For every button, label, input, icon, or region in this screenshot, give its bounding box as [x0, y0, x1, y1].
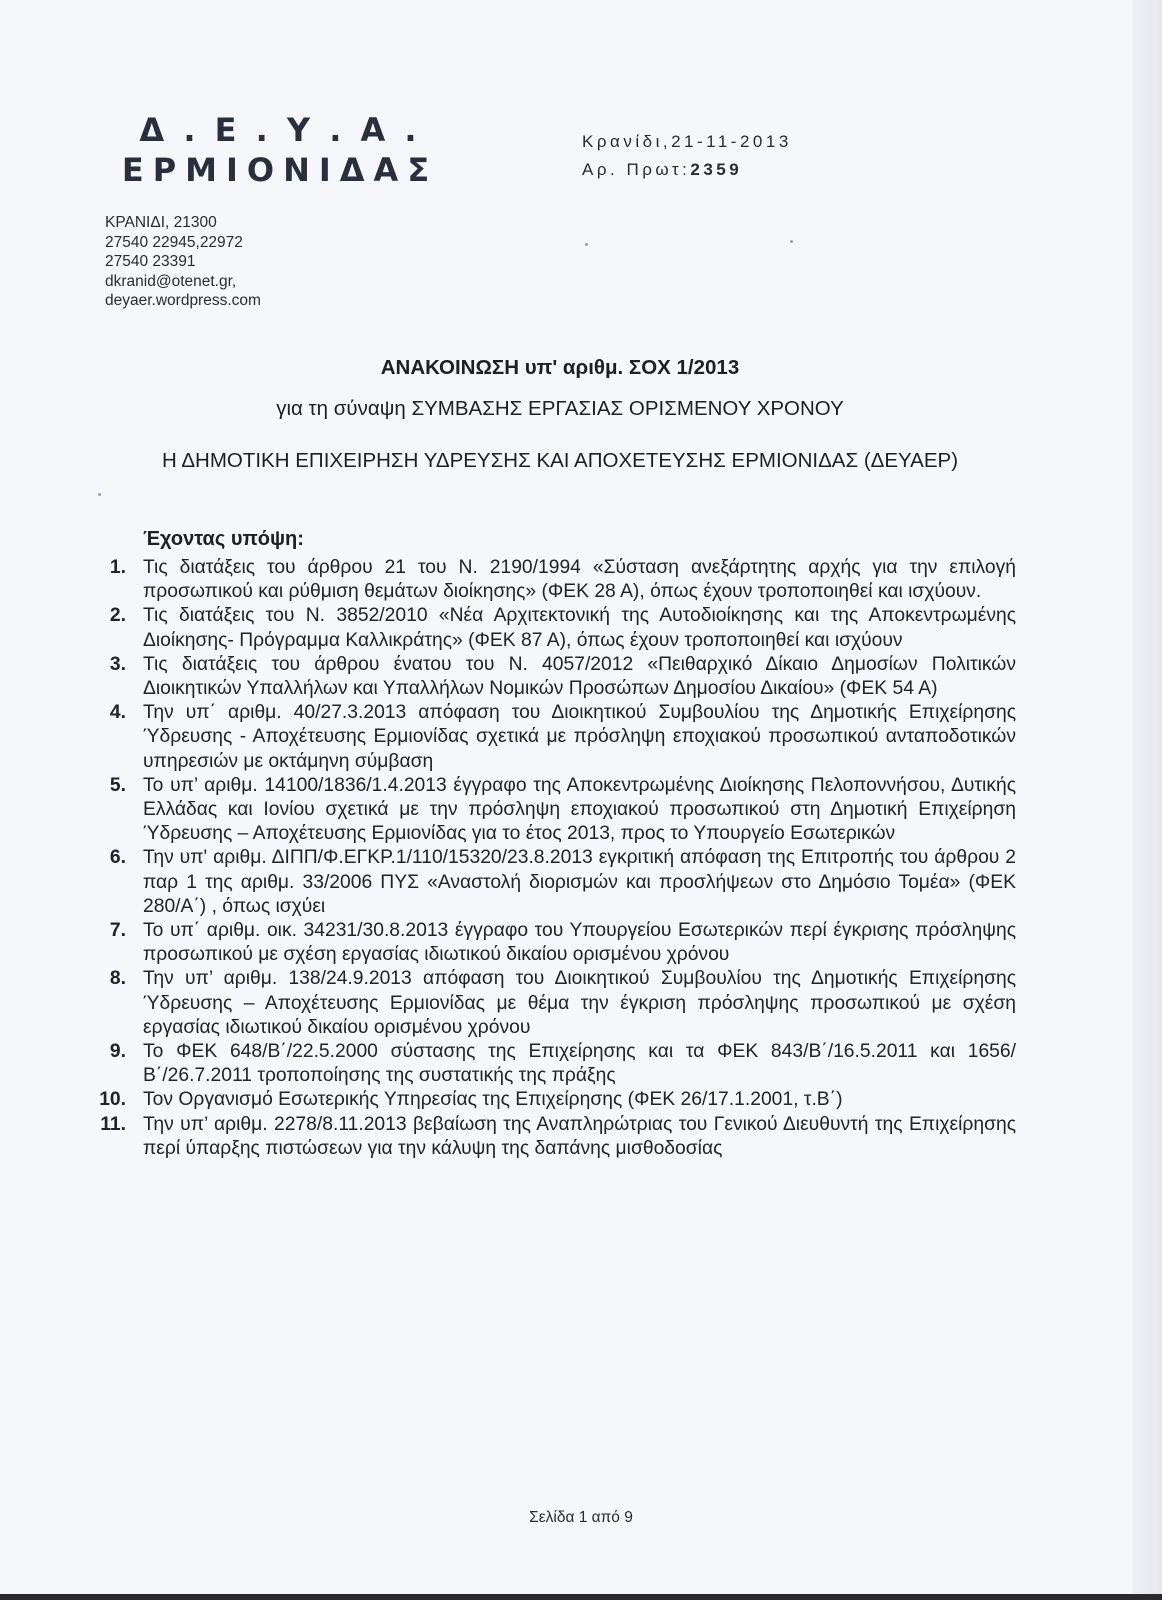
- contact-website: deyaer.wordpress.com: [105, 292, 261, 309]
- considering-heading: Έχοντας υπόψη:: [143, 528, 304, 550]
- consideration-number: 1.: [109, 557, 126, 578]
- scan-speck: [585, 243, 588, 246]
- issuing-entity: Η ΔΗΜΟΤΙΚΗ ΕΠΙΧΕΙΡΗΣΗ ΥΔΡΕΥΣΗΣ ΚΑΙ ΑΠΟΧΕΤΕΥΣΗΣ ΕΡΜΙΟΝΙΔΑΣ (ΔΕΥΑΕΡ): [161, 449, 959, 472]
- consideration-text: Το υπ΄ αριθμ. οικ. 34231/30.8.2013 έγγραφο του Υπουργείου Εσωτερικών περί έγκρισης πρόσληψης προσωπικού με σχέση εργασίας ιδιωτικού δικαίου ορισμένου χρόνου: [143, 920, 1016, 966]
- page-edge-shadow: [1132, 0, 1162, 1600]
- consideration-number: 5.: [109, 774, 126, 796]
- consideration-number: 9.: [109, 1041, 126, 1063]
- contact-email: dkranid@otenet.gr,: [105, 272, 237, 290]
- consideration-text: Την υπ’ αριθμ. 2278/8.11.2013 βεβαίωση της Αναπληρώτριας του Γενικού Διευθυντή της Επιχείρησης περί ύπαρξης πιστώσεων για την κάλυψη της δαπάνης μισθοδοσίας: [143, 1113, 1016, 1159]
- scan-speck: [790, 240, 793, 243]
- consideration-number: 4.: [109, 702, 126, 724]
- announcement-subject: [0, 397, 1120, 421]
- announcement-title: ΑΝΑΚΟΙΝΩΣΗ υπ' αριθμ. ΣΟΧ 1/2013: [380, 356, 740, 379]
- consideration-number: 3.: [109, 653, 126, 675]
- consideration-number: 7.: [109, 920, 126, 942]
- scan-bottom-edge: [0, 1594, 1162, 1600]
- contact-address: ΚΡΑΝΙΔΙ, 21300: [105, 214, 217, 231]
- contact-fax: 27540 23391: [105, 253, 196, 270]
- consideration-text: Τις διατάξεις του άρθρου 21 του Ν. 2190/1994 «Σύσταση ανεξάρτητης αρχής για την επιλογή προσωπικού και ρύθμιση θεμάτων διοίκησης» (ΦΕΚ 28 Α), όπως έχουν τροποποιηθεί και ισχύουν.: [143, 557, 1016, 603]
- consideration-text: Τις διατάξεις του Ν. 3852/2010 «Νέα Αρχιτεκτονική της Αυτοδιοίκησης και της Αποκεντρωμένης Διοίκησης- Πρόγραμμα Καλλικράτης» (ΦΕΚ 87 Α), όπως έχουν τροποποιηθεί και ισχύουν: [143, 605, 1016, 651]
- contact-block: [105, 213, 261, 311]
- protocol-line: [582, 156, 792, 184]
- document-date: Κρανίδι,21-11-2013: [582, 132, 792, 151]
- consideration-text: Το ΦΕΚ 648/Β΄/22.5.2000 σύστασης της Επιχείρησης και τα ΦΕΚ 843/Β΄/16.5.2011 και 1656/Β΄/26.7.2011 τροποποίησης της συστατικής της πράξης: [143, 1041, 1016, 1087]
- consideration-item: [96, 774, 1016, 847]
- consideration-number: 8.: [109, 968, 126, 990]
- protocol-label: Αρ. Πρωτ:: [582, 160, 691, 179]
- organization-name: [110, 110, 450, 190]
- consideration-text: Την υπ' αριθμ. ΔΙΠΠ/Φ.ΕΓΚΡ.1/110/15320/23.8.2013 εγκριτική απόφαση της Επιτροπής του άρθρου 2 παρ 1 της αριθμ. 33/2006 ΠΥΣ «Αναστολή διορισμών και προσλήψεων στο Δημόσιο Τομέα» (ΦΕΚ 280/Α΄) , όπως ισχύει: [143, 847, 1016, 917]
- page-number: Σελίδα 1 από 9: [529, 1509, 633, 1526]
- consideration-item: [96, 1088, 1016, 1112]
- consideration-text: Τις διατάξεις του άρθρου ένατου του Ν. 4057/2012 «Πειθαρχικό Δίκαιο Δημοσίων Πολιτικών Διοικητικών Υπαλλήλων και Υπαλλήλων Νομικών Προσώπων Δημοσίου Δικαίου» (ΦΕΚ 54 Α): [143, 653, 1016, 700]
- considerations-list: [96, 556, 1016, 1161]
- consideration-number: 10.: [99, 1089, 126, 1111]
- consideration-item: [96, 604, 1016, 652]
- consideration-number: 2.: [109, 605, 126, 627]
- consideration-text: Την υπ΄ αριθμ. 40/27.3.2013 απόφαση του Διοικητικού Συμβουλίου της Δημοτικής Επιχείρησης Ύδρευσης - Αποχέτευσης Ερμιονίδας σχετικά με πρόσληψη εποχιακού προσωπικού ανταποδοτικών υπηρεσιών με οκτάμηνη σύμβαση: [143, 702, 1016, 772]
- consideration-text: Την υπ’ αριθμ. 138/24.9.2013 απόφαση του Διοικητικού Συμβουλίου της Δημοτικής Επιχείρησης Ύδρευσης – Αποχέτευσης Ερμιονίδας με θέμα την έγκριση πρόσληψης προσωπικού με σχέση εργασίας ιδιωτικού δικαίου ορισμένου χρόνου: [143, 968, 1016, 1038]
- scan-speck: [98, 493, 101, 496]
- consideration-item: [96, 556, 1016, 604]
- consideration-item: [96, 701, 1016, 774]
- subject-prefix: για τη σύναψη: [276, 397, 412, 420]
- consideration-text: Το υπ’ αριθμ. 14100/1836/1.4.2013 έγγραφο της Αποκεντρωμένης Διοίκησης Πελοποννήσου, Δυτικής Ελλάδας και Ιονίου σχετικά με την πρόσληψη εποχιακού προσωπικού στη Δημοτική Επιχείρηση Ύδρευσης – Αποχέτευσης Ερμιονίδας για το έτος 2013, προς το Υπουργείο Εσωτερικών: [143, 774, 1016, 845]
- consideration-item: [96, 846, 1016, 919]
- consideration-item: [96, 653, 1016, 701]
- consideration-item: [96, 919, 1016, 967]
- consideration-item: [96, 1040, 1016, 1088]
- consideration-number: 6.: [109, 847, 126, 869]
- org-name-line2: ΕΡΜΙΟΝΙΔΑΣ: [121, 151, 439, 189]
- consideration-text: Τον Οργανισμό Εσωτερικής Υπηρεσίας της Επιχείρησης (ΦΕΚ 26/17.1.2001, τ.Β΄): [143, 1089, 843, 1111]
- subject-contract-type: ΣΥΜΒΑΣΗΣ ΕΡΓΑΣΙΑΣ ΟΡΙΣΜΕΝΟΥ ΧΡΟΝΟΥ: [411, 397, 844, 420]
- consideration-item: [96, 1113, 1016, 1161]
- protocol-number: 2359: [690, 160, 743, 179]
- consideration-number: 11.: [100, 1113, 126, 1135]
- consideration-item: [96, 967, 1016, 1040]
- date-protocol-block: [582, 128, 792, 184]
- org-name-line1: Δ . Ε . Υ . Α .: [139, 111, 421, 149]
- contact-phone: 27540 22945,22972: [105, 233, 243, 251]
